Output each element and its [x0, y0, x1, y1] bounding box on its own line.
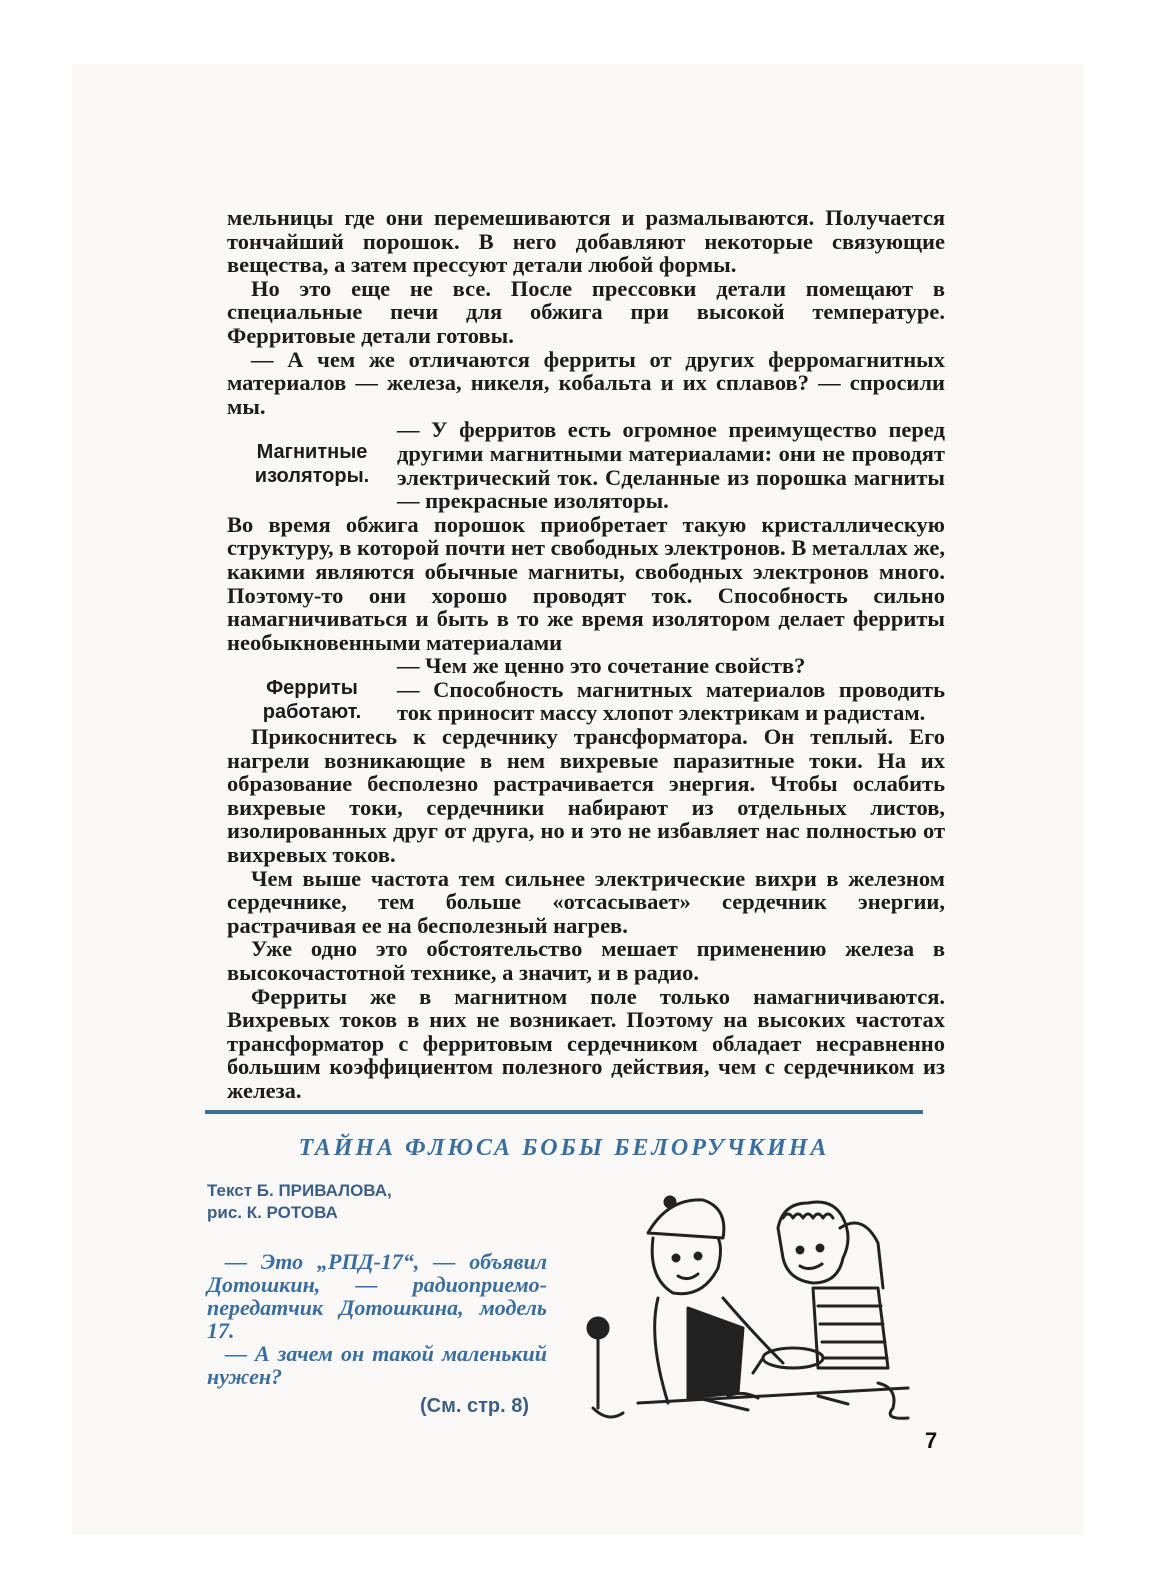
- device: [763, 1348, 823, 1368]
- promo-title: ТАЙНА ФЛЮСА БОБЫ БЕЛОРУЧКИНА: [298, 1135, 830, 1161]
- paragraph: Прикоснитесь к сердечнику трансформатора. Он теплый. Его нагрели возникающие в нем вихревые паразитные токи. На их образование бесполезно растрачивается энергия. Чтобы ослабить вихревые токи, сердечники набирают из отдельных листов, изолированных друг от друга, но и это не избавляет нас полностью от вихревых токов.: [227, 724, 945, 868]
- cartoon-illustration: [578, 1158, 938, 1428]
- table-line: [638, 1388, 908, 1403]
- promo-dialogue: [207, 1250, 547, 1388]
- margin-heading-line: Магнитные: [256, 441, 368, 464]
- article-body: [227, 206, 945, 1103]
- dialogue-line: — Это „РПД-17“, — объявил Дотошкин, — радиоприемо-передатчик Дотошкина, модель 17.: [207, 1249, 547, 1343]
- paragraph: — Чем же ценно это сочетание свойств?: [397, 653, 806, 679]
- jacket: [688, 1308, 743, 1398]
- page-number: 7: [925, 1428, 938, 1453]
- divider: [205, 1110, 923, 1114]
- dialogue-line: — А зачем он такой маленький нужен?: [207, 1341, 547, 1389]
- paragraph: Во время обжига порошок приобретает такую кристаллическую структуру, в которой почти нет свободных электронов. В металлах же, какими являются обычные магниты, свободных электронов много. Поэтому-то они хорошо проводят ток. Способность сильно намагничиваться и быть в то же время изолятором делает ферриты необыкновенными материалами: [227, 511, 945, 655]
- paragraph: мельницы где они перемешиваются и размалываются. Получается тончайший порошок. В него добавляют некоторые связующие вещества, а затем прессуют детали любой формы.: [227, 205, 945, 278]
- margin-heading: [227, 654, 397, 724]
- paragraph: Чем выше частота тем сильнее электрические вихри в железном сердечнике, тем больше «отсасывает» сердечник энергии, растрачивая ее на бесполезный нагрев.: [227, 865, 945, 938]
- margin-heading: [227, 418, 397, 488]
- margin-block-ferrites-work: [227, 654, 945, 725]
- margin-block-magnetic-insulators: [227, 418, 945, 512]
- microphone: [588, 1318, 608, 1338]
- paragraph: Ферриты же в магнитном поле только намагничиваются. Вихревых токов в них не возникает. Поэтому на высоких частотах трансформатор с ферритовым сердечником обладает несравненно большим коэффициентом полезного действия, чем с сердечником из железа.: [227, 983, 945, 1103]
- paragraph: Уже одно это обстоятельство мешает применению железа в высокочастотной технике, а значит, и в радио.: [227, 936, 945, 985]
- face-outline: [652, 1238, 720, 1294]
- margin-heading-line: работают.: [262, 700, 362, 723]
- margin-heading-line: Ферриты: [266, 677, 358, 700]
- paragraph: Но это еще не все. После прессовки детали помещают в специальные печи для обжига при высокой температуре. Ферритовые детали готовы.: [227, 275, 945, 348]
- dialogue-block: [397, 654, 945, 725]
- paragraph: — Способность магнитных материалов проводить ток приносит массу хлопот электрикам и радистам.: [397, 676, 945, 726]
- cap-outline: [648, 1200, 724, 1238]
- striped-shirt: [813, 1288, 888, 1368]
- paragraph: — А чем же отличаются ферриты от других ферромагнитных материалов — железа, никеля, кобальта и их сплавов? — спросили мы.: [227, 346, 945, 419]
- promo-credits: [207, 1180, 392, 1224]
- paragraph: — У ферритов есть огромное преимущество перед другими магнитными материалами: они не проводят электрический ток. Сделанные из порошка магниты — прекрасные изоляторы.: [397, 417, 945, 514]
- credit-text: Текст Б. ПРИВАЛОВА,: [207, 1181, 392, 1200]
- see-page-link: (См. стр. 8): [420, 1395, 530, 1417]
- credit-illustrator: рис. К. РОТОВА: [207, 1203, 338, 1222]
- margin-heading-line: изоляторы.: [254, 464, 370, 487]
